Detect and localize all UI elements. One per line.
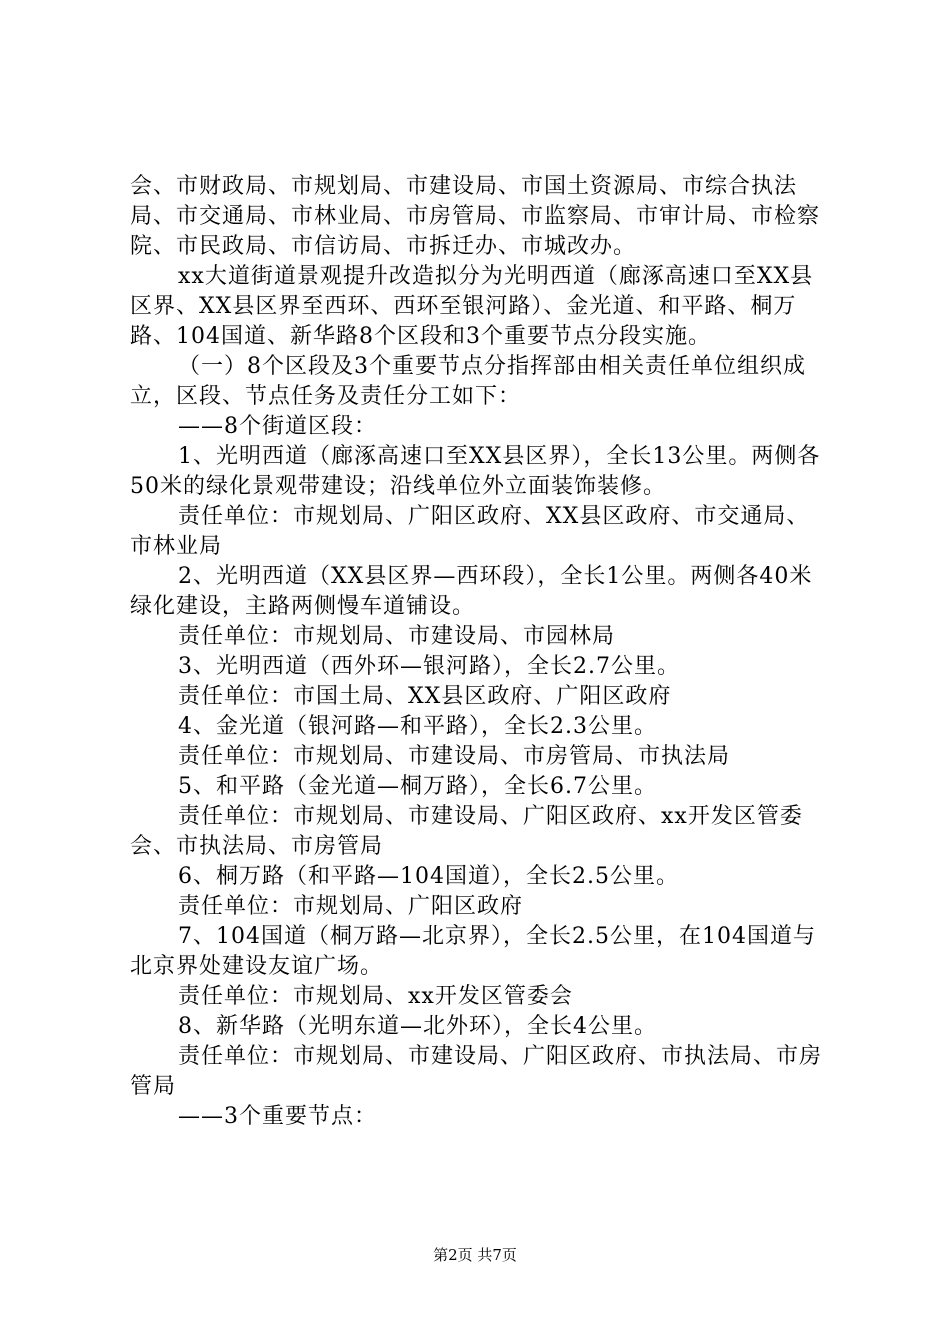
paragraph-responsibility-5: 责任单位：市规划局、市建设局、广阳区政府、xx开发区管委会、市执法局、市房管局	[130, 804, 803, 859]
paragraph-responsibility-6: 责任单位：市规划局、广阳区政府	[178, 894, 524, 919]
paragraph-agency-list: 会、市财政局、市规划局、市建设局、市国土资源局、市综合执法局、市交通局、市林业局、市房管局、市监察局、市审计局、市检察院、市民政局、市信访局、市拆迁办、市城改办。	[130, 174, 821, 259]
paragraph-responsibility-8: 责任单位：市规划局、市建设局、广阳区政府、市执法局、市房管局	[130, 1044, 823, 1099]
paragraph-subheading-segments: ——8个街道区段：	[178, 414, 377, 439]
paragraph-segment-6: 6、桐万路（和平路—104国道），全长2.5公里。	[178, 864, 679, 889]
document-body	[130, 172, 830, 1132]
paragraph-segment-8: 8、新华路（光明东道—北外环），全长4公里。	[178, 1014, 657, 1039]
paragraph-subheading-nodes: ——3个重要节点：	[178, 1104, 377, 1129]
page-number: 第2页 共7页	[433, 1246, 517, 1264]
paragraph-responsibility-2: 责任单位：市规划局、市建设局、市园林局	[178, 624, 616, 649]
paragraph-responsibility-1: 责任单位：市规划局、广阳区政府、XX县区政府、市交通局、市林业局	[130, 504, 810, 559]
page-footer	[0, 1245, 950, 1265]
paragraph-segment-4: 4、金光道（银河路—和平路），全长2.3公里。	[178, 714, 657, 739]
paragraph-segment-7: 7、104国道（桐万路—北京界），全长2.5公里，在104国道与北京界处建设友谊广场。	[130, 924, 816, 979]
paragraph-responsibility-3: 责任单位：市国土局、XX县区政府、广阳区政府	[178, 684, 672, 709]
paragraph-responsibility-4: 责任单位：市规划局、市建设局、市房管局、市执法局	[178, 744, 731, 769]
paragraph-plan-overview: xx大道街道景观提升改造拟分为光明西道（廊涿高速口至XX县区界、XX县区界至西环、西环至银河路）、金光道、和平路、桐万路、104国道、新华路8个区段和3个重要节点分段实施。	[130, 264, 814, 349]
paragraph-segment-5: 5、和平路（金光道—桐万路），全长6.7公里。	[178, 774, 657, 799]
paragraph-segment-1: 1、光明西道（廊涿高速口至XX县区界），全长13公里。两侧各50米的绿化景观带建设；沿线单位外立面装饰装修。	[130, 444, 821, 499]
paragraph-section-one: （一）8个区段及3个重要节点分指挥部由相关责任单位组织成立，区段、节点任务及责任分工如下：	[130, 354, 806, 409]
paragraph-segment-3: 3、光明西道（西外环—银河路），全长2.7公里。	[178, 654, 680, 679]
paragraph-segment-2: 2、光明西道（XX县区界—西环段），全长1公里。两侧各40米绿化建设，主路两侧慢车道铺设。	[130, 564, 813, 619]
paragraph-responsibility-7: 责任单位：市规划局、xx开发区管委会	[178, 984, 573, 1009]
